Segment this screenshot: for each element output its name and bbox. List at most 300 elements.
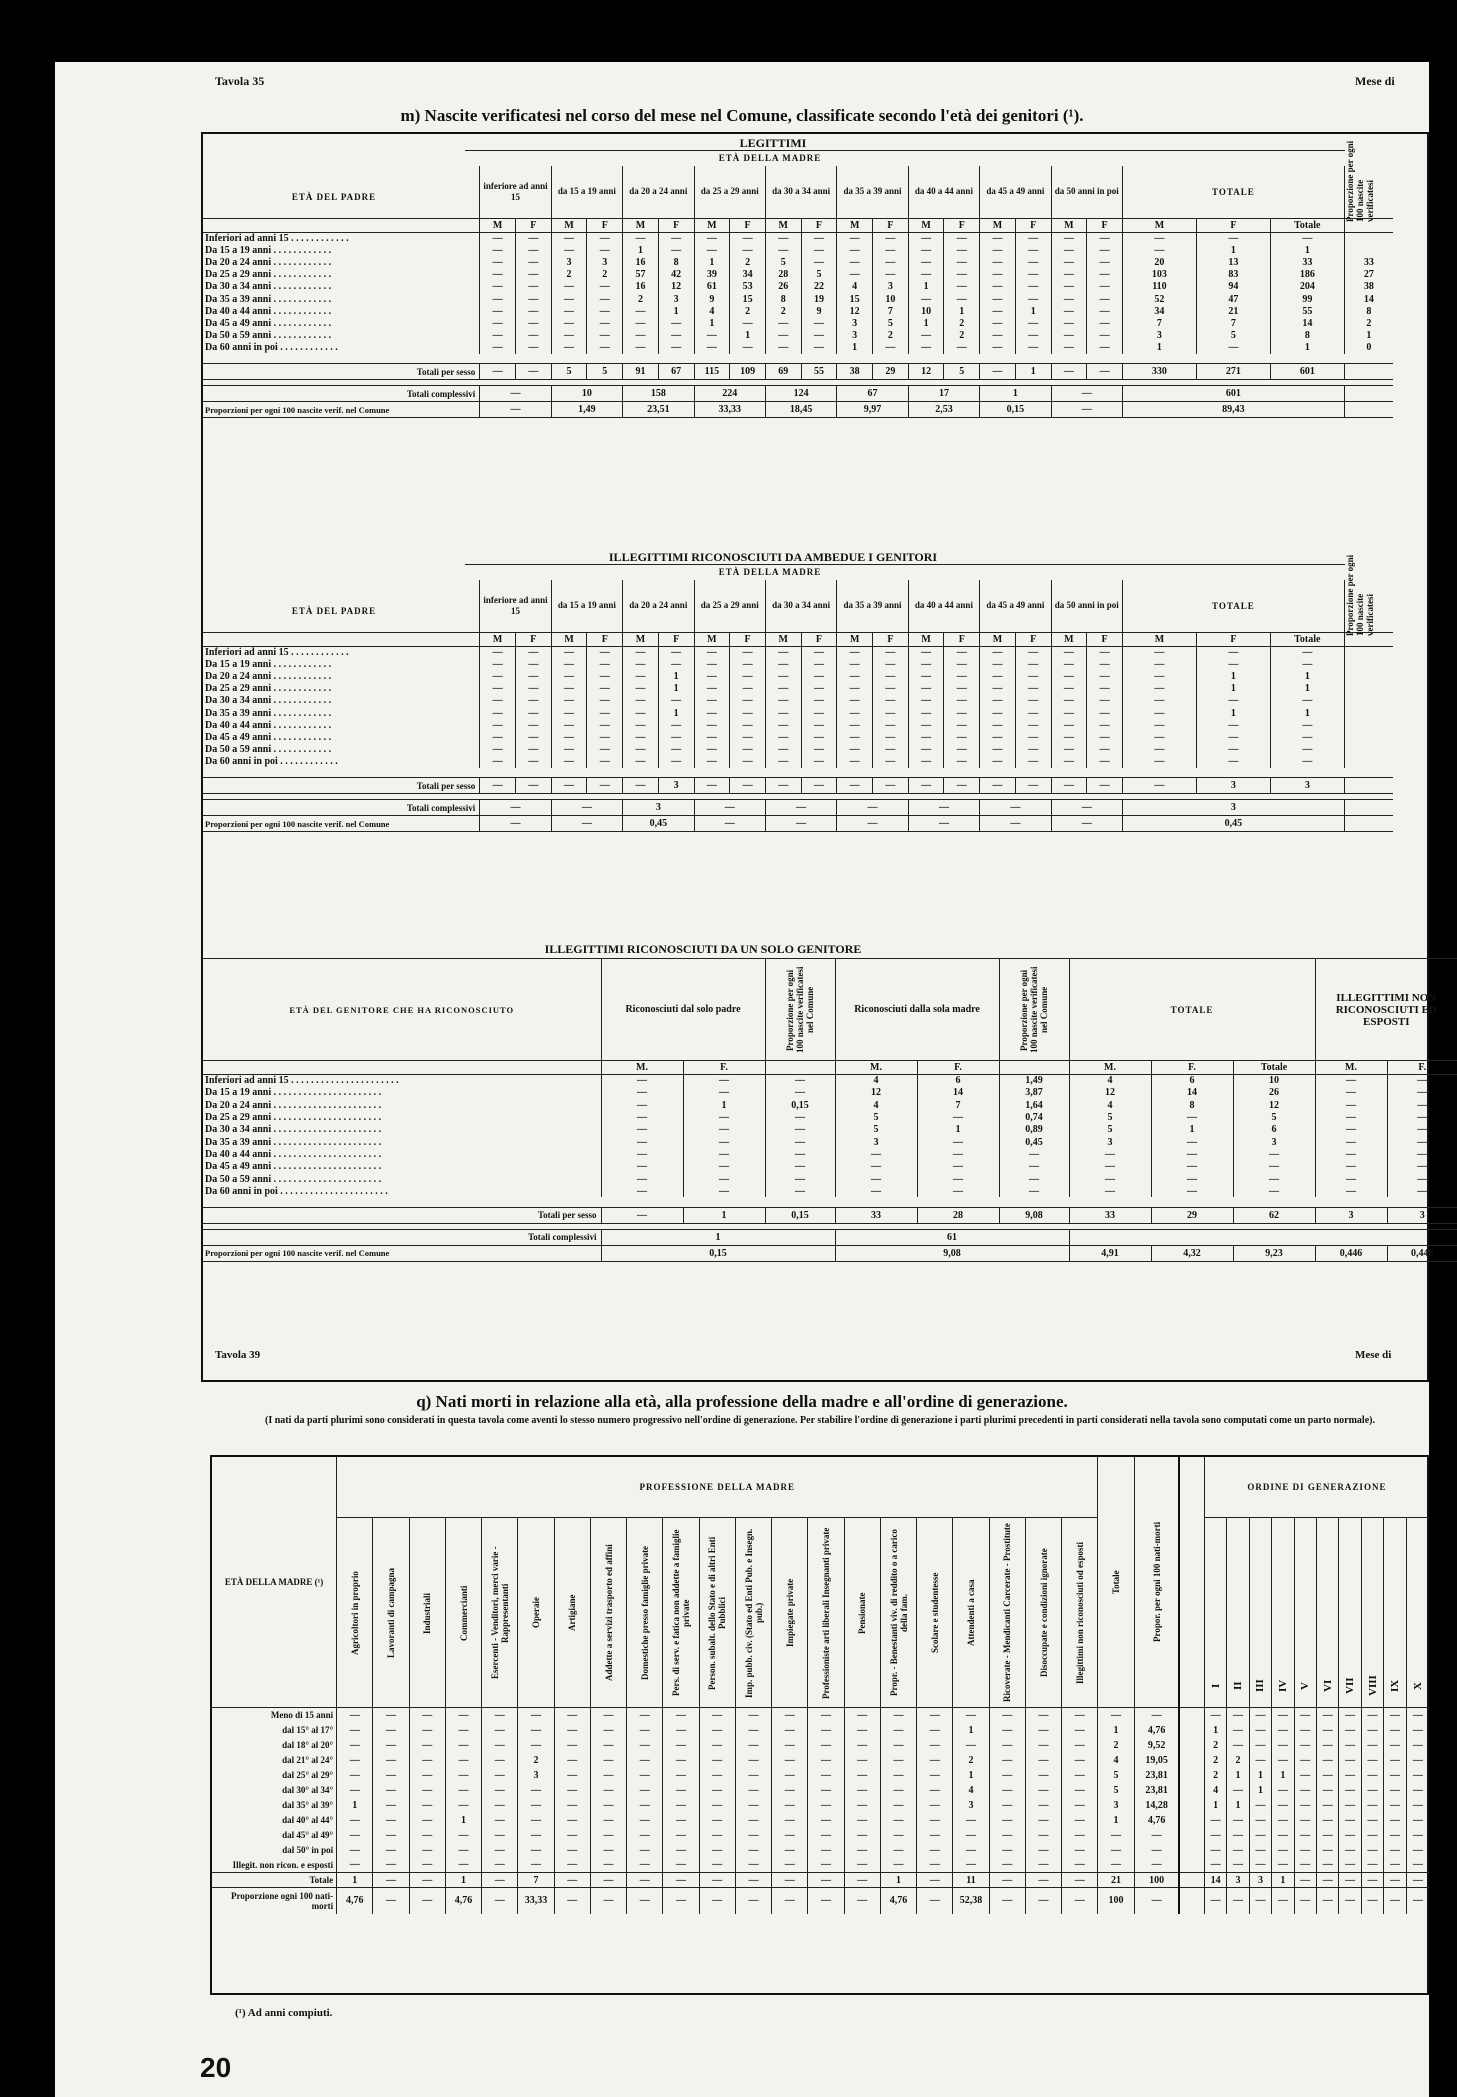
ordine-cell: — [1249,1888,1271,1914]
table-cell: — [730,232,766,244]
table-cell: — [1387,1161,1457,1173]
table-cell: — [944,756,980,768]
ordine-cell: — [1361,1783,1383,1798]
table-cell: — [880,1843,916,1858]
table-cell: — [837,707,873,719]
totals-cell: 1 [683,1207,765,1223]
table-cell: — [908,707,944,719]
sex-f-label: F [873,632,909,646]
totals-cell: 5 [551,364,587,380]
table-cell: — [1196,731,1270,743]
table-cell: 5 [765,256,801,268]
q-col-totale: Totale [1098,1457,1134,1708]
prof-col-header: Disoccupate e condizioni ignorate [1025,1518,1061,1708]
table-cell: 1 [1151,1124,1233,1136]
table-cell: — [735,1723,771,1738]
complessivi-cell: 1 [601,1229,835,1245]
table-cell: 26 [1233,1087,1315,1099]
proportion-cell: — [480,402,551,418]
table-cell: — [873,707,909,719]
row-label: Da 50 a 59 anni . . . . . . . . . . . . . . . . . . . . . . [205,1173,382,1185]
table-cell: — [735,1738,771,1753]
table-cell: — [590,1753,626,1768]
table-cell: — [1062,1888,1098,1914]
complessivi-cell: 124 [765,386,836,402]
table-cell: — [1051,670,1087,682]
ordine-cell: — [1361,1708,1383,1723]
ordine-cell: — [1406,1828,1429,1843]
table-cell: — [482,1708,518,1723]
ordine-cell: — [1339,1888,1361,1914]
ordine-cell: 2 [1204,1753,1226,1768]
table-cell: — [989,1753,1025,1768]
proportion-cell: 0,45 [1122,816,1344,832]
table-cell: — [1062,1798,1098,1813]
age-col-header: da 50 anni in poi [1051,166,1122,218]
table-cell: — [658,695,694,707]
table-cell: — [980,731,1016,743]
table-cell: 10 [908,305,944,317]
table-cell: 10 [873,293,909,305]
table-row [212,1873,1429,1888]
table-cell: 204 [1270,281,1344,293]
table-cell: 186 [1270,269,1344,281]
table-cell: — [1315,1099,1387,1111]
table-cell: — [1015,744,1051,756]
table-cell: — [480,293,516,305]
ordine-cell: — [1317,1723,1339,1738]
age-col-header: da 25 a 29 anni [694,580,765,632]
ordine-cell: — [1317,1828,1339,1843]
table-cell: — [844,1768,880,1783]
table-cell: — [1051,269,1087,281]
proportion-cell: — [980,816,1051,832]
sex-m-label: M [623,218,659,232]
table-cell: — [917,1148,999,1160]
table-cell: 5 [835,1111,917,1123]
ordine-cell: — [1272,1798,1294,1813]
prof-col-header: Artigiane [554,1518,590,1708]
table-cell: — [1122,719,1196,731]
table-cell: — [337,1858,373,1873]
ordine-cell: — [1361,1768,1383,1783]
table-cell: — [601,1099,683,1111]
table-cell: 1 [837,342,873,354]
totals-cell: — [587,778,623,794]
table-cell: — [772,1798,808,1813]
totals-cell: 115 [694,364,730,380]
table-cell: — [409,1888,445,1914]
totals-cell: — [980,364,1016,380]
ordine-cell: — [1339,1798,1361,1813]
table-cell: — [1015,269,1051,281]
age-col-header: da 40 a 44 anni [908,166,979,218]
table-cell: — [944,670,980,682]
table-cell: — [480,244,516,256]
table-cell: — [765,1111,835,1123]
table-cell: — [1015,695,1051,707]
ordine-col-header: VI [1317,1518,1339,1708]
proportion-cell: — [480,816,551,832]
ordine-cell: — [1406,1813,1429,1828]
table-cell: — [1098,1828,1134,1843]
table-cell: — [1122,707,1196,719]
table-cell: — [835,1173,917,1185]
table-cell: — [663,1723,699,1738]
table-cell: — [554,1828,590,1843]
table-cell: — [989,1873,1025,1888]
totals-cell: 109 [730,364,766,380]
table-cell: — [551,731,587,743]
ordine-cell: — [1406,1888,1429,1914]
table-cell: — [944,232,980,244]
table-cell: — [1051,256,1087,268]
table-cell: — [801,731,837,743]
table-cell: 0,74 [999,1111,1069,1123]
table-cell: — [373,1843,409,1858]
table-cell: 7 [518,1873,554,1888]
sex-m-label: M [551,218,587,232]
table-cell: — [808,1753,844,1768]
table-cell: 9 [801,305,837,317]
table-cell: — [944,244,980,256]
table-row [203,744,1393,756]
ordine-cell: — [1317,1888,1339,1914]
table-cell: — [337,1708,373,1723]
table-cell: — [944,744,980,756]
table-cell: — [445,1858,481,1873]
table-cell: — [623,646,659,658]
ordine-cell: — [1294,1783,1316,1798]
table-cell: — [772,1708,808,1723]
table-cell: — [908,330,944,342]
table-cell: — [844,1858,880,1873]
col-prop-madre: Proporzione per ogni 100 nascite verificatesi nel Comune [999,959,1069,1061]
table-cell: — [1062,1858,1098,1873]
ordine-cell: — [1317,1768,1339,1783]
ordine-cell: — [1272,1828,1294,1843]
table-cell: 34 [1122,305,1196,317]
table-cell: — [908,744,944,756]
ordine-col-header: II [1227,1518,1249,1708]
table-cell: — [1015,342,1051,354]
table-row [203,1075,1457,1087]
table-cell: — [663,1753,699,1768]
sex-f-label: F [1196,218,1270,232]
totals-cell: — [873,778,909,794]
table-cell: — [844,1888,880,1914]
table-cell: 16 [623,256,659,268]
sex-m-label: M [980,218,1016,232]
col-sola-madre: Riconosciuti dalla sola madre [835,959,999,1061]
table-cell: — [980,256,1016,268]
table-row [203,646,1393,658]
table-cell: — [1196,232,1270,244]
row-label: Da 45 a 49 anni . . . . . . . . . . . . [205,317,332,329]
totals-cell: — [516,364,552,380]
table-cell: — [551,683,587,695]
table-cell: 4,76 [1134,1723,1179,1738]
table-cell: 1 [1196,707,1270,719]
complessivi-cell: — [837,800,908,816]
totale-header: TOTALE [1122,580,1344,632]
ordine-cell: — [1317,1798,1339,1813]
table-cell: — [516,256,552,268]
age-header-row [203,580,1393,632]
table-cell: — [551,707,587,719]
table-cell: — [989,1708,1025,1723]
table-cell: 1 [1098,1723,1134,1738]
table-cell: 14,28 [1134,1798,1179,1813]
table-cell: — [1015,731,1051,743]
table-row [203,695,1393,707]
table-cell: 1 [658,683,694,695]
table-cell: 2 [953,1753,989,1768]
ordine-cell: — [1361,1888,1383,1914]
table-cell: 6 [917,1075,999,1087]
table-cell: — [989,1828,1025,1843]
table-cell: — [917,1858,953,1873]
table-cell: — [944,342,980,354]
table-cell: — [551,719,587,731]
table-cell: 1 [694,317,730,329]
table-cell: — [873,744,909,756]
table-row [203,1099,1457,1111]
row-label: Da 30 a 34 anni . . . . . . . . . . . . [205,695,332,707]
table-cell: — [808,1843,844,1858]
table-cell: 5 [1069,1111,1151,1123]
totals-cell: — [623,778,659,794]
table-cell: — [663,1813,699,1828]
table-cell: — [989,1813,1025,1828]
table-cell: — [1087,683,1123,695]
table-cell: — [601,1087,683,1099]
table-cell: 8 [1270,330,1344,342]
table-cell: — [1051,744,1087,756]
ordine-col-header: III [1249,1518,1271,1708]
table-cell: — [658,658,694,670]
table-cell: — [1025,1888,1061,1914]
table-cell: — [1062,1873,1098,1888]
ordine-cell: — [1249,1753,1271,1768]
totals-cell: 5 [587,364,623,380]
table-cell: 1 [908,281,944,293]
table-cell: — [699,1828,735,1843]
table-cell: — [1062,1783,1098,1798]
table-cell: 3 [658,293,694,305]
table-cell: — [801,256,837,268]
table-cell: — [801,646,837,658]
totals-cell: 69 [765,364,801,380]
edge-cell [1344,670,1393,682]
table-cell: 7 [1196,317,1270,329]
totals-cell: 29 [1151,1207,1233,1223]
table-cell: — [801,342,837,354]
table-cell: 94 [1196,281,1270,293]
ordine-cell: — [1294,1828,1316,1843]
row-label: Da 25 a 29 anni . . . . . . . . . . . . . . . . . . . . . . [205,1112,382,1124]
totals-cell: — [1051,364,1087,380]
table-cell: — [1025,1858,1061,1873]
table-cell: — [694,342,730,354]
table-cell: — [873,731,909,743]
table-cell: — [980,744,1016,756]
table-cell: 1 [658,305,694,317]
table-cell: — [772,1768,808,1783]
table-cell: — [808,1798,844,1813]
table-cell: — [373,1783,409,1798]
table-cell: 12 [837,305,873,317]
table-cell: — [516,658,552,670]
table-cell: — [917,1798,953,1813]
table-row [203,269,1393,281]
proportion-row [203,1245,1457,1261]
table-cell: — [917,1813,953,1828]
ordine-cell: — [1272,1708,1294,1723]
table-cell: — [1387,1148,1457,1160]
totals-cell: 3 [1196,778,1270,794]
edge-cell [1344,683,1393,695]
table-cell: — [880,1813,916,1828]
legittimi-divider [465,150,1345,151]
table-cell: — [1025,1708,1061,1723]
table-cell: — [772,1783,808,1798]
ordine-cell: — [1227,1738,1249,1753]
table-cell: — [1122,731,1196,743]
table-cell: 2 [944,317,980,329]
table-cell: — [801,695,837,707]
table-cell: — [801,232,837,244]
sex-label: M. [601,1061,683,1075]
sex-m-label: M [1122,218,1196,232]
table-cell: — [601,1136,683,1148]
age-col-header: da 35 a 39 anni [837,166,908,218]
table-cell: — [772,1723,808,1738]
row-label: dal 45° al 49° [282,1830,334,1840]
table-cell: — [1315,1161,1387,1173]
table-cell: 1 [1270,707,1344,719]
table-cell: — [1025,1798,1061,1813]
table-cell: — [989,1858,1025,1873]
ambedue-eta-padre: ETÀ DEL PADRE [291,606,377,616]
ordine-cell: — [1249,1798,1271,1813]
ordine-cell: — [1339,1813,1361,1828]
table-cell: — [554,1888,590,1914]
row-label: Da 60 anni in poi . . . . . . . . . . . . [205,342,338,354]
ordine-cell: — [1384,1813,1406,1828]
table-cell: — [735,1768,771,1783]
ordine-cell: — [1361,1813,1383,1828]
ordine-cell: 2 [1204,1768,1226,1783]
table-cell: — [518,1708,554,1723]
table-cell: — [699,1708,735,1723]
totals-cell: 271 [1196,364,1270,380]
table-cell: — [627,1813,663,1828]
table-cell: 55 [1270,305,1344,317]
sex-f-label: F [1087,632,1123,646]
table-cell: 34 [730,269,766,281]
age-col-header: da 25 a 29 anni [694,166,765,218]
table-cell: — [554,1753,590,1768]
table-cell: — [409,1828,445,1843]
table-cell: — [980,281,1016,293]
table-cell: — [908,342,944,354]
q-table [212,1457,1429,1914]
table-cell: — [554,1813,590,1828]
table-cell: — [735,1843,771,1858]
table-cell: — [908,658,944,670]
table-cell: — [735,1873,771,1888]
sex-label [999,1061,1069,1075]
table-cell: — [663,1783,699,1798]
table-cell: — [1151,1185,1233,1197]
complessivi-label: Totali complessivi [406,388,476,399]
sex-f-label: F [730,218,766,232]
proportion-cell: 0,15 [601,1245,835,1261]
table-cell: — [989,1783,1025,1798]
ordine-cell: — [1384,1708,1406,1723]
table-cell: — [590,1813,626,1828]
table-cell: 4 [694,305,730,317]
table-cell: — [765,1136,835,1148]
table-cell: — [482,1888,518,1914]
ordine-cell: — [1272,1723,1294,1738]
table-cell: — [601,1111,683,1123]
row-label: Inferiori ad anni 15 . . . . . . . . . . . . [205,646,349,658]
sex-f-label: F [516,218,552,232]
table-cell: 1 [880,1873,916,1888]
age-col-header: da 40 a 44 anni [908,580,979,632]
sex-f-label: F [658,632,694,646]
ordine-cell: — [1317,1873,1339,1888]
ordine-cell: — [1339,1873,1361,1888]
ordine-cell: — [1294,1723,1316,1738]
row-label: dal 15° al 17° [282,1725,334,1735]
table-cell: — [801,744,837,756]
table-cell: — [623,658,659,670]
totals-label: Totali per sesso [537,1210,597,1221]
table-cell: — [587,646,623,658]
ordine-cell: — [1317,1753,1339,1768]
legittimi-eta-madre: ETÀ DELLA MADRE [718,153,822,163]
ordine-cell: — [1294,1708,1316,1723]
table-cell: 1 [337,1873,373,1888]
ordine-cell: — [1294,1873,1316,1888]
table-row [212,1828,1429,1843]
table-cell: 1 [917,1124,999,1136]
table-cell: — [1051,317,1087,329]
table-cell: — [663,1843,699,1858]
complessivi-cell: — [1051,800,1122,816]
sex-f-label: F [658,218,694,232]
table-cell: — [873,719,909,731]
table-cell: 19,05 [1134,1753,1179,1768]
table-cell: 15 [730,293,766,305]
edge-cell [1344,646,1393,658]
ordine-cell: — [1384,1738,1406,1753]
table-cell: 3 [873,281,909,293]
ambedue-eta-madre: ETÀ DELLA MADRE [718,567,822,577]
table-cell: — [808,1888,844,1914]
table-cell: — [480,695,516,707]
table-cell: — [835,1161,917,1173]
age-col-header: da 20 a 24 anni [623,580,694,632]
complessivi-cell: 224 [694,386,765,402]
table-cell: 4 [835,1075,917,1087]
table-cell: — [1051,695,1087,707]
table-cell: — [1015,330,1051,342]
table-cell: 10 [1233,1075,1315,1087]
